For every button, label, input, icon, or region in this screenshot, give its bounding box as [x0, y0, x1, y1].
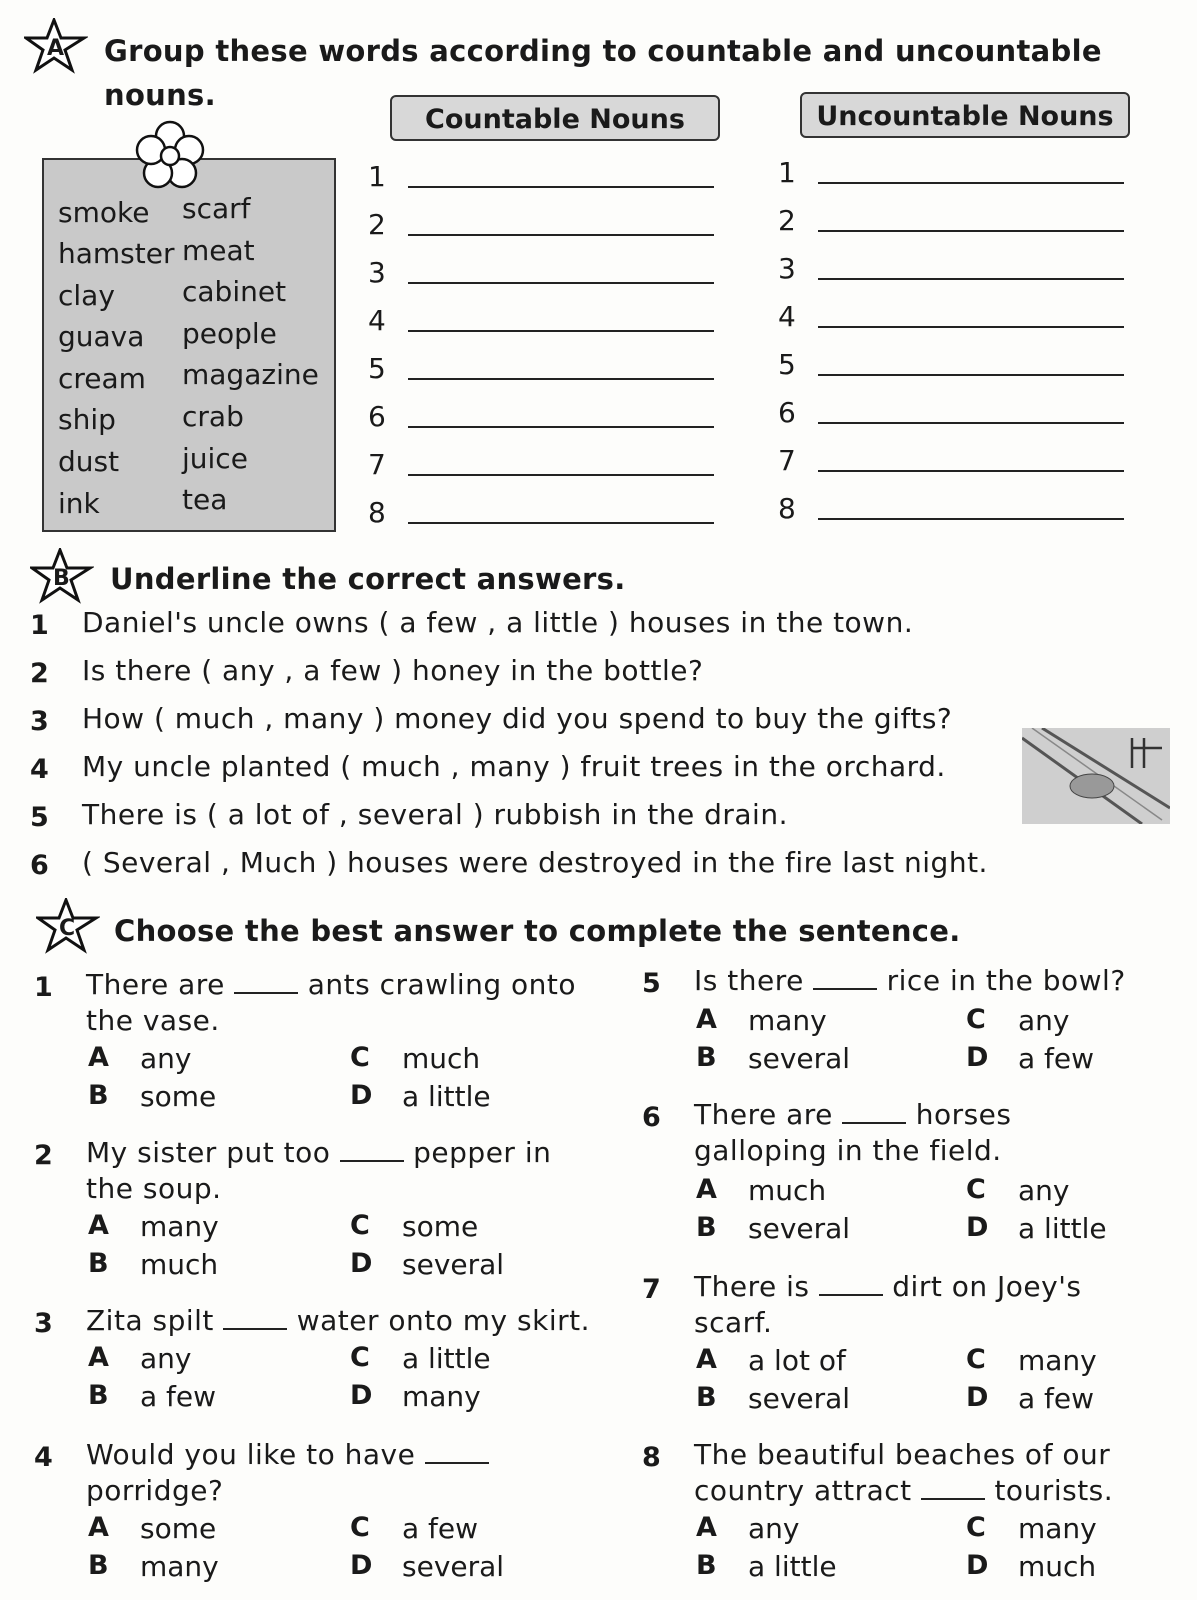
- option-letter[interactable]: C: [350, 1342, 370, 1373]
- word-item: scarf: [182, 192, 251, 225]
- option-letter[interactable]: B: [88, 1550, 109, 1581]
- option-text[interactable]: several: [748, 1212, 851, 1245]
- option-text[interactable]: many: [140, 1550, 219, 1583]
- uncountable-answer-line[interactable]: [818, 230, 1124, 232]
- question-text: Is there rice in the bowl?: [694, 964, 1126, 997]
- underline-item[interactable]: How ( much , many ) money did you spend to buy the gifts?: [82, 702, 953, 735]
- question-text: My sister put too pepper in: [86, 1136, 552, 1169]
- question-number: 8: [642, 1442, 661, 1473]
- option-letter[interactable]: D: [350, 1248, 373, 1279]
- option-letter[interactable]: C: [966, 1004, 986, 1035]
- option-letter[interactable]: B: [696, 1212, 717, 1243]
- countable-number: 1: [368, 160, 386, 193]
- answer-blank[interactable]: [813, 968, 877, 990]
- option-text[interactable]: much: [402, 1042, 481, 1075]
- uncountable-number: 6: [778, 396, 796, 429]
- question-text-line2: the soup.: [86, 1172, 222, 1205]
- question-text-line2: country attract tourists.: [694, 1474, 1114, 1507]
- question-number: 1: [34, 972, 53, 1003]
- uncountable-nouns-label: Uncountable Nouns: [800, 92, 1130, 138]
- option-letter[interactable]: A: [696, 1512, 717, 1543]
- word-item: people: [182, 317, 277, 350]
- question-number: 3: [34, 1308, 53, 1339]
- option-letter[interactable]: D: [350, 1380, 373, 1411]
- underline-item[interactable]: ( Several , Much ) houses were destroyed in the fire last night.: [82, 846, 988, 879]
- option-letter[interactable]: B: [88, 1380, 109, 1411]
- answer-blank[interactable]: [842, 1102, 906, 1124]
- uncountable-answer-line[interactable]: [818, 422, 1124, 424]
- option-text[interactable]: a little: [748, 1550, 837, 1583]
- option-text[interactable]: a few: [140, 1380, 217, 1413]
- option-letter[interactable]: A: [696, 1344, 717, 1375]
- uncountable-number: 7: [778, 444, 796, 477]
- countable-answer-line[interactable]: [408, 330, 714, 332]
- countable-answer-line[interactable]: [408, 474, 714, 476]
- question-text: The beautiful beaches of our: [694, 1438, 1111, 1471]
- option-text[interactable]: any: [1018, 1174, 1070, 1207]
- uncountable-answer-line[interactable]: [818, 470, 1124, 472]
- question-text-line2: porridge?: [86, 1474, 224, 1507]
- word-item: tea: [182, 483, 228, 516]
- option-letter[interactable]: A: [88, 1210, 109, 1241]
- countable-answer-line[interactable]: [408, 186, 714, 188]
- uncountable-number: 8: [778, 492, 796, 525]
- word-item: ship: [58, 403, 116, 436]
- word-item: clay: [58, 279, 115, 312]
- option-text[interactable]: any: [1018, 1004, 1070, 1037]
- option-letter[interactable]: A: [88, 1042, 109, 1073]
- option-text[interactable]: any: [140, 1042, 192, 1075]
- item-number: 6: [30, 850, 49, 881]
- section-b-letter: B: [53, 566, 70, 591]
- answer-blank[interactable]: [921, 1478, 985, 1500]
- option-text[interactable]: much: [140, 1248, 219, 1281]
- option-letter[interactable]: D: [350, 1080, 373, 1111]
- underline-item[interactable]: My uncle planted ( much , many ) fruit trees in the orchard.: [82, 750, 946, 783]
- flower-icon: [134, 120, 206, 192]
- countable-answer-line[interactable]: [408, 522, 714, 524]
- countable-number: 4: [368, 304, 386, 337]
- uncountable-number: 1: [778, 156, 796, 189]
- item-number: 2: [30, 658, 49, 689]
- answer-blank[interactable]: [819, 1274, 883, 1296]
- countable-answer-line[interactable]: [408, 378, 714, 380]
- word-item: ink: [58, 487, 100, 520]
- countable-number: 7: [368, 448, 386, 481]
- countable-number: 6: [368, 400, 386, 433]
- option-letter[interactable]: B: [696, 1550, 717, 1581]
- option-letter[interactable]: D: [966, 1212, 989, 1243]
- option-letter[interactable]: A: [696, 1174, 717, 1205]
- countable-number: 5: [368, 352, 386, 385]
- question-number: 2: [34, 1140, 53, 1171]
- uncountable-number: 3: [778, 252, 796, 285]
- question-text: Zita spilt water onto my skirt.: [86, 1304, 590, 1337]
- option-letter[interactable]: C: [350, 1210, 370, 1241]
- option-letter[interactable]: C: [966, 1512, 986, 1543]
- question-text: There are ants crawling onto: [86, 968, 577, 1001]
- option-text[interactable]: many: [140, 1210, 219, 1243]
- option-text[interactable]: several: [748, 1042, 851, 1075]
- countable-answer-line[interactable]: [408, 234, 714, 236]
- uncountable-answer-line[interactable]: [818, 518, 1124, 520]
- option-text[interactable]: many: [1018, 1512, 1097, 1545]
- word-item: dust: [58, 445, 120, 478]
- option-text[interactable]: many: [1018, 1344, 1097, 1377]
- word-item: smoke: [58, 196, 150, 229]
- option-text[interactable]: many: [402, 1380, 481, 1413]
- option-letter[interactable]: D: [966, 1550, 989, 1581]
- item-number: 4: [30, 754, 49, 785]
- word-item: crab: [182, 400, 244, 433]
- option-letter[interactable]: A: [88, 1342, 109, 1373]
- uncountable-answer-line[interactable]: [818, 278, 1124, 280]
- option-letter[interactable]: C: [350, 1042, 370, 1073]
- option-letter[interactable]: C: [966, 1344, 986, 1375]
- word-item: meat: [182, 234, 255, 267]
- option-text[interactable]: a little: [402, 1080, 491, 1113]
- uncountable-answer-line[interactable]: [818, 374, 1124, 376]
- uncountable-answer-line[interactable]: [818, 182, 1124, 184]
- option-letter[interactable]: D: [966, 1382, 989, 1413]
- countable-number: 3: [368, 256, 386, 289]
- word-item: guava: [58, 320, 145, 353]
- item-number: 3: [30, 706, 49, 737]
- section-a-title-line2: nouns.: [104, 78, 216, 112]
- option-text[interactable]: several: [748, 1382, 851, 1415]
- question-text: There are horses: [694, 1098, 1012, 1131]
- item-number: 5: [30, 802, 49, 833]
- uncountable-answer-line[interactable]: [818, 326, 1124, 328]
- option-letter[interactable]: B: [88, 1248, 109, 1279]
- countable-answer-line[interactable]: [408, 282, 714, 284]
- question-number: 6: [642, 1102, 661, 1133]
- question-text: There is dirt on Joey's: [694, 1270, 1082, 1303]
- drain-illustration: [1022, 728, 1170, 824]
- word-item: juice: [182, 442, 248, 475]
- option-text[interactable]: several: [402, 1248, 505, 1281]
- countable-number: 2: [368, 208, 386, 241]
- word-item: cream: [58, 362, 146, 395]
- uncountable-number: 4: [778, 300, 796, 333]
- section-a-letter: A: [47, 36, 65, 61]
- question-number: 5: [642, 968, 661, 999]
- uncountable-number: 2: [778, 204, 796, 237]
- underline-item[interactable]: Is there ( any , a few ) honey in the bottle?: [82, 654, 704, 687]
- option-letter[interactable]: A: [88, 1512, 109, 1543]
- option-text[interactable]: any: [748, 1512, 800, 1545]
- option-text[interactable]: much: [748, 1174, 827, 1207]
- answer-blank[interactable]: [425, 1442, 489, 1464]
- answer-blank[interactable]: [234, 972, 298, 994]
- option-text[interactable]: any: [140, 1342, 192, 1375]
- option-text[interactable]: a little: [402, 1342, 491, 1375]
- section-c-letter: C: [59, 916, 76, 941]
- underline-item[interactable]: Daniel's uncle owns ( a few , a little ) houses in the town.: [82, 606, 914, 639]
- option-text[interactable]: several: [402, 1550, 505, 1583]
- question-text-line2: galloping in the field.: [694, 1134, 1002, 1167]
- option-text[interactable]: some: [140, 1512, 217, 1545]
- option-letter[interactable]: C: [350, 1512, 370, 1543]
- section-b-title: Underline the correct answers.: [110, 562, 626, 596]
- word-item: hamster: [58, 237, 175, 270]
- option-letter[interactable]: D: [350, 1550, 373, 1581]
- question-text: Would you like to have: [86, 1438, 489, 1471]
- answer-blank[interactable]: [223, 1308, 287, 1330]
- option-text[interactable]: much: [1018, 1550, 1097, 1583]
- option-letter[interactable]: D: [966, 1042, 989, 1073]
- option-text[interactable]: some: [402, 1210, 479, 1243]
- countable-number: 8: [368, 496, 386, 529]
- option-text[interactable]: a few: [402, 1512, 479, 1545]
- option-letter[interactable]: B: [88, 1080, 109, 1111]
- question-text-line2: scarf.: [694, 1306, 773, 1339]
- option-letter[interactable]: A: [696, 1004, 717, 1035]
- word-item: cabinet: [182, 275, 287, 308]
- option-text[interactable]: a lot of: [748, 1344, 846, 1377]
- question-number: 4: [34, 1442, 53, 1473]
- option-letter[interactable]: C: [966, 1174, 986, 1205]
- option-text[interactable]: a few: [1018, 1382, 1095, 1415]
- option-text[interactable]: a few: [1018, 1042, 1095, 1075]
- question-number: 7: [642, 1274, 661, 1305]
- option-text[interactable]: some: [140, 1080, 217, 1113]
- option-letter[interactable]: B: [696, 1042, 717, 1073]
- underline-item[interactable]: There is ( a lot of , several ) rubbish in the drain.: [82, 798, 788, 831]
- option-text[interactable]: a little: [1018, 1212, 1107, 1245]
- word-item: magazine: [182, 358, 319, 391]
- answer-blank[interactable]: [340, 1140, 404, 1162]
- countable-answer-line[interactable]: [408, 426, 714, 428]
- question-text-line2: the vase.: [86, 1004, 220, 1037]
- section-a-title: Group these words according to countable and uncountable: [104, 34, 1102, 68]
- item-number: 1: [30, 610, 49, 641]
- countable-nouns-label: Countable Nouns: [390, 95, 720, 141]
- uncountable-number: 5: [778, 348, 796, 381]
- section-c-title: Choose the best answer to complete the sentence.: [114, 914, 961, 948]
- option-letter[interactable]: B: [696, 1382, 717, 1413]
- option-text[interactable]: many: [748, 1004, 827, 1037]
